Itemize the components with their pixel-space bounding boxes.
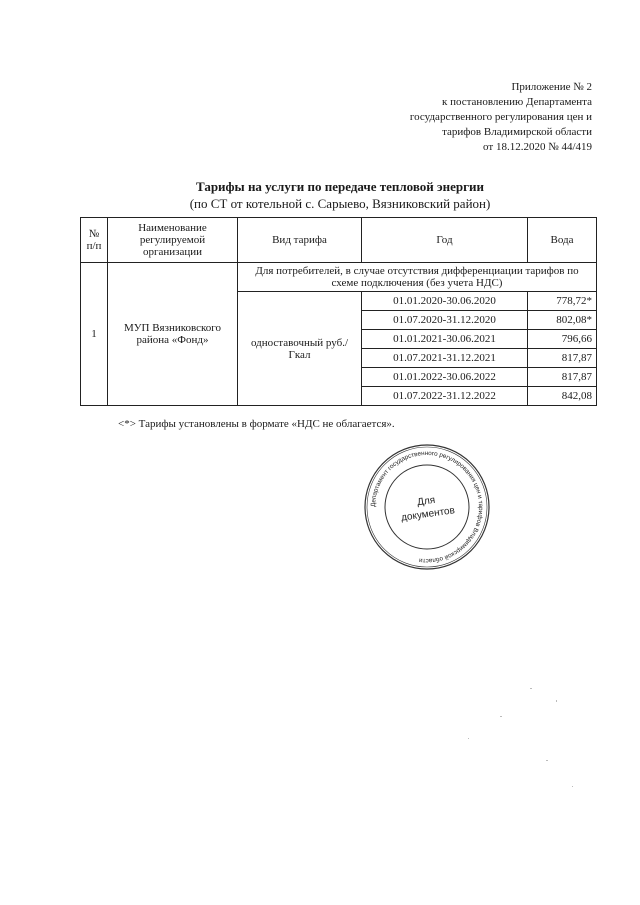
header-type: Вид тарифа [238, 218, 362, 263]
cell-value: 796,66 [528, 330, 597, 349]
scan-speck [468, 738, 469, 739]
header-org: Наименование регулируемой организации [108, 218, 238, 263]
table-header-row [81, 218, 597, 263]
scan-speck [546, 760, 548, 761]
scan-speck [500, 716, 502, 717]
scan-speck [530, 688, 532, 689]
cell-value: 802,08* [528, 311, 597, 330]
svg-text:Департамент государственного р [370, 450, 484, 564]
table-group-row [81, 263, 597, 292]
official-stamp [362, 442, 492, 572]
footnote: <*> Тарифы установлены в формате «НДС не облагается». [118, 418, 395, 430]
scan-speck [556, 700, 557, 702]
document-title [100, 178, 580, 212]
cell-period: 01.01.2020-30.06.2020 [362, 292, 528, 311]
stamp-center-line-2: документов [400, 505, 456, 524]
appendix-line-5: от 18.12.2020 № 44/419 [483, 141, 592, 153]
cell-value: 842,08 [528, 387, 597, 406]
cell-period: 01.01.2021-30.06.2021 [362, 330, 528, 349]
cell-value: 817,87 [528, 368, 597, 387]
header-num: № п/п [81, 218, 108, 263]
appendix-line-2: к постановлению Департамента [441, 96, 592, 108]
cell-period: 01.07.2022-31.12.2022 [362, 387, 528, 406]
appendix-header [332, 80, 592, 155]
title-main: Тарифы на услуги по передаче тепловой энергии [195, 179, 485, 194]
cell-period: 01.01.2022-30.06.2022 [362, 368, 528, 387]
tariff-table [80, 217, 597, 406]
header-water: Вода [528, 218, 597, 263]
title-sub: (по СТ от котельной с. Сарыево, Вязниковский район) [189, 196, 491, 211]
cell-org-name: МУП Вязниковского района «Фонд» [108, 263, 238, 406]
appendix-line-3: государственного регулирования цен и [409, 111, 592, 123]
appendix-line-1: Приложение № 2 [511, 81, 592, 93]
cell-period: 01.07.2020-31.12.2020 [362, 311, 528, 330]
cell-row-num: 1 [81, 263, 108, 406]
cell-tariff-type: одноставочный руб./Гкал [238, 292, 362, 406]
appendix-line-4: тарифов Владимирской области [442, 126, 592, 138]
cell-group-label: Для потребителей, в случае отсутствия дифференциации тарифов по схеме подключения (без учета НДС) [238, 263, 597, 292]
stamp-ring-text: Департамент государственного регулирования цен и тарифов Владимирской области [369, 449, 485, 565]
cell-value: 778,72* [528, 292, 597, 311]
cell-value: 817,87 [528, 349, 597, 368]
header-year: Год [362, 218, 528, 263]
cell-period: 01.07.2021-31.12.2021 [362, 349, 528, 368]
scan-speck [572, 786, 573, 787]
stamp-center-line-1: Для [416, 494, 436, 509]
